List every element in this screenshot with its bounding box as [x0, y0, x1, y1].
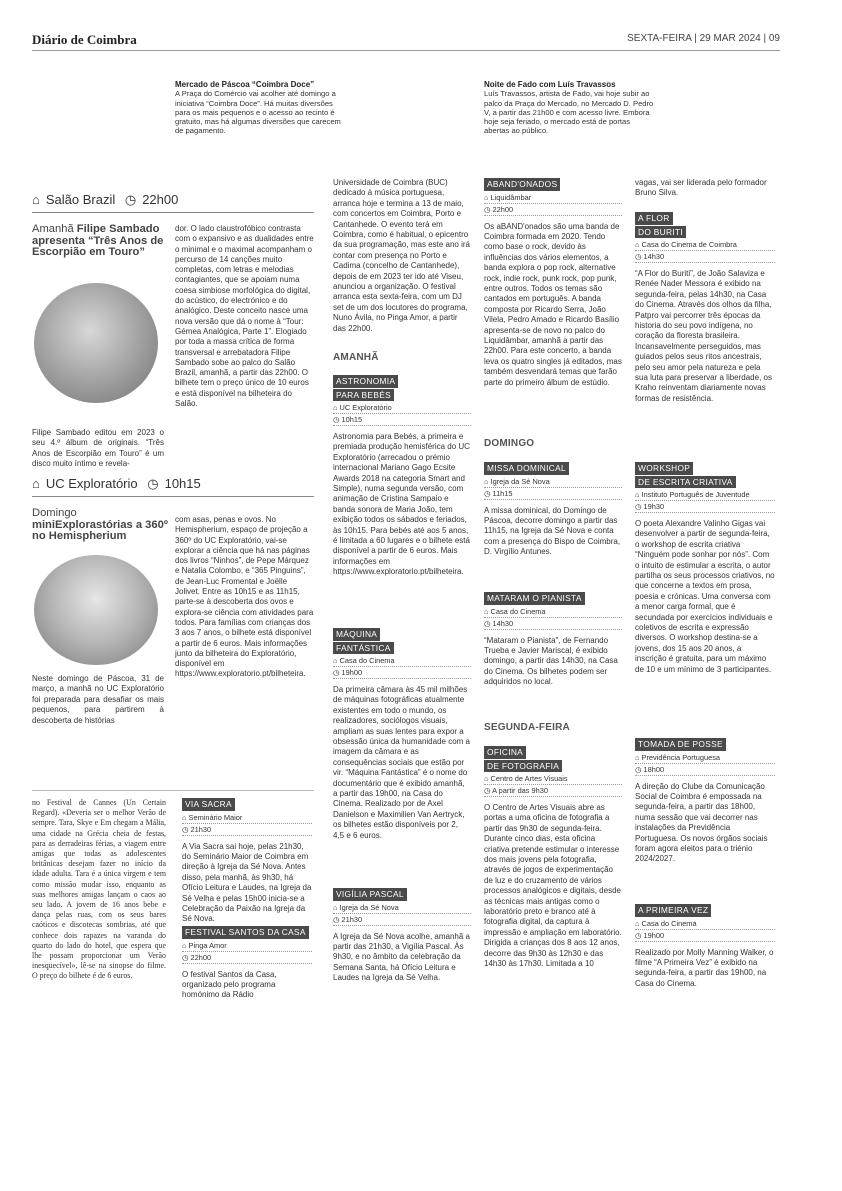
event-time-row [333, 414, 471, 426]
event-place [635, 239, 775, 251]
event-body: Realizado por Molly Manning Walker, o filme “A Primeira Vez” é exibido na segunda-feira, a partir das 19h00, na Casa do Cinema. [635, 947, 774, 988]
house-icon: ⌂ [635, 918, 642, 928]
event-time: 11h15 [492, 488, 513, 498]
event-tag: TOMADA DE POSSE [635, 738, 726, 751]
event-tag: OFICINA [484, 746, 526, 759]
event-place [182, 812, 312, 824]
house-icon: ⌂ [333, 902, 340, 912]
event-time: 21h30 [190, 824, 212, 834]
kicker: Domingo [32, 507, 77, 519]
venue-name: UC Exploratório [45, 476, 138, 491]
house-icon: ⌂ [484, 774, 491, 783]
house-icon: ⌂ [333, 656, 340, 665]
event-place [333, 402, 471, 414]
clock-icon: ◷ [484, 786, 493, 795]
body-festival-continued: Universidade de Coimbra (BUC) dedicado à música portuguesa, arranca hoje e termina a 13 de maio, com concertos em Coimbra, Porto e Cantanhede. O evento terá em Coimbra, como é habitual, o epicentro da sua programação, mas este ano irá contar com presença no Porto e Cadima (concelho de Cantanhede), depois de em 2023 ter ido até Viseu, anunciou a organização. O festival arranca esta sexta-feira, com um DJ set de um dos locutores do programa, Nuno Ávila, no Pinga Amor, a partir das 22h00. [333, 178, 470, 333]
house-icon: ⌂ [32, 192, 40, 207]
event-time: 18h00 [643, 764, 665, 774]
brief-fado [484, 80, 654, 136]
event-time-row [484, 785, 622, 797]
clock-icon: ◷ [147, 476, 159, 491]
event-place [635, 489, 775, 501]
headline: miniExplorastórias a 360º no Hemispherium [32, 518, 168, 542]
place-name: Pinga Amor [188, 940, 227, 950]
event-tag: DE FOTOGRAFIA [484, 760, 562, 773]
place-name: UC Exploratório [339, 403, 392, 412]
event-time: 19h00 [643, 930, 665, 940]
brief-mercado [175, 80, 345, 136]
section-uc-exploratorio [32, 476, 314, 497]
body-salao: dor. O lado claustrofóbico contrasta com o expansivo e as dualidades entre o minimal e o maximal acompanham o percurso de 14 canções muito completas, com letras e melodias contagiantes, que se apoiam numa coesa simbiose morfológica do digital, do acústico, do electrónico e do analógico. Deste conceito nasce uma nova versão que dá o nome à “Tour: Gémea Analógica, Parte 1”. Elogiado por toda a massa crítica de forma transversal e arrebatadora Filipe Sambado sobe ao palco do Salão Brazil, amanhã, a partir das 22h00. O bilhete tem o preço único de 10 euros e está disponível na bilheteira do Salão. [175, 224, 314, 409]
event-body: Astronomia para Bebés, a primeira e premiada produção hemisférica do UC Exploratório (arrecadou o prémio internacional Mariano Gago Ecsite Awards 2018 na categoria Smart and Simple), numa segunda versão, com animação de Cristina Sampaio e banda sonora de Maria João, tem exibição todos os sábados e feriados, às 10h15. Para bebés até aos 5 anos, é limitada a 60 lugares e o bilhete está disponível a partir de 6 euros. Mais informações em https://www.exploratorio.pt/bilheteira. [333, 432, 470, 577]
event-place [484, 192, 622, 204]
body-cannes-film: no Festival de Cannes (Un Certain Regard). «Deveria ser o melhor Verão de sempre. Tara, Skye e Em chegam a Mália, uma cidade na Grécia cheia de festas, para as derradeiras férias, a viagem entre amigas que todas as adolescentes britânicas desejam fazer no início da idade adulta. Tara é a única virgem e tem como missão mudar isso, enquanto as suas melhores amigas lançam o caos ao seu lado. A jovem de 16 anos bebe e dança pelas ruas, com os seus bares caóticos e discotecas sombrias, até que conhece dois rapazes na varanda do quarto do lado do hotel, que espera que lhe possam proporcionar um Verão inesquecível», lê-se na sinopse do filme. O preço do bilhete é de 6 euros. [32, 798, 166, 981]
day-heading-domingo: DOMINGO [484, 438, 535, 449]
event-place [635, 752, 775, 764]
event-body: A missa dominical, do Domingo de Páscoa, decorre domingo a partir das 11h15, na Igreja da Sé Nova e conta com a presença do Bispo de Coimbra, D. Virgílio Antunes. [484, 505, 621, 557]
event-time-row [635, 930, 775, 942]
kicker: Amanhã [32, 223, 74, 235]
clock-icon: ◷ [635, 252, 644, 261]
event-pianista [484, 592, 622, 688]
event-time-row [484, 488, 622, 500]
event-body: O poeta Alexandre Valinho Gigas vai desenvolver a partir de segunda-feira, o workshop de escrita criativa “Ninguém pode sonhar por nós”. Com o intuito de estimular a escrita, o autor partilha os seus processos criativos, no que concerne a textos em prosa, poesia e crónicas. Uma conversa com a menor carga formal, que é secundada por exercícios individuais e coletivos de escrita e expressão diversos. O workshop destina-se a jovens, dos 15 aos 20 anos, a inscrição é gratuita, para um máximo de 10 e um mínimo de 3 participantes. [635, 519, 775, 674]
place-name: Casa do Cinema [641, 918, 697, 928]
event-place [484, 476, 622, 488]
event-oficina [484, 746, 622, 970]
place-name: Seminário Maior [188, 812, 243, 822]
caption-salao: Filipe Sambado editou em 2023 o seu 4.º álbum de originais. “Três Anos de Escorpião em Touro” é um disco muito íntimo e revela- [32, 428, 164, 469]
event-tag: PARA BEBÉS [333, 389, 394, 402]
clock-icon: ◷ [484, 618, 493, 628]
event-time-row [635, 251, 775, 263]
place-name: Liquidâmbar [490, 192, 532, 202]
clock-icon: ◷ [182, 824, 191, 834]
house-icon: ⌂ [182, 940, 189, 950]
event-primeira-vez [635, 904, 775, 989]
clock-icon: ◷ [333, 415, 342, 424]
event-tag: WORKSHOP [635, 462, 693, 475]
event-place [484, 773, 622, 785]
event-place [333, 655, 471, 667]
day-heading-amanha: AMANHÃ [333, 352, 379, 363]
event-time: 10h15 [164, 476, 201, 491]
clock-icon: ◷ [124, 192, 137, 207]
event-abandonados [484, 178, 622, 388]
event-astronomia [333, 375, 471, 578]
place-name: Previdência Portuguesa [641, 752, 721, 762]
day-heading-segunda: SEGUNDA-FEIRA [484, 722, 570, 733]
place-name: Igreja da Sé Nova [339, 902, 399, 912]
place-name: Casa do Cinema [339, 656, 395, 665]
event-time: 22h00 [190, 952, 212, 962]
event-place [484, 606, 622, 618]
event-body: O Centro de Artes Visuais abre as portas a uma oficina de fotografia a partir das 9h30 de segunda-feira. Durante cinco dias, esta oficina criativa pretende estimular o interesse dos mais jovens pela fotografia, através de jogos de experimentação de luz e do cruzamento de vários processos analógicos e digitais, desde as técnicas mais antigas como o laboratório preto e branco até à fotografia digital, da captura à impressão e ampliação em laboratório. Dirigida a crianças dos 8 aos 12 anos, decorre das 9h30 às 12h30 e das 14h30 às 17h30. Limitada a 10 [484, 803, 622, 969]
event-time-row [182, 824, 312, 836]
event-time-row [333, 914, 471, 926]
event-missa [484, 462, 622, 558]
headline: Filipe Sambado apresenta “Três Anos de Escorpião em Touro” [32, 223, 164, 258]
clock-icon: ◷ [635, 502, 644, 511]
event-body: O festival Santos da Casa, organizado pelo programa homónimo da Rádio [182, 969, 277, 1000]
event-body: A Via Sacra sai hoje, pelas 21h30, do Seminário Maior de Coimbra em direção à Igreja da Sé Nova. Antes disso, pela manhã, às 9h30, há Ofício Leitura e Laudes, na Igreja da Sé Velha e pelas 15h00 inicia-se a Celebração da Paixão na Igreja da Sé Nova. [182, 841, 312, 924]
event-time: 14h30 [492, 618, 514, 628]
house-icon: ⌂ [484, 606, 491, 616]
event-festival-santos [182, 926, 312, 1001]
venue-name: Salão Brazil [45, 192, 116, 207]
event-tag: DE ESCRITA CRIATIVA [635, 476, 736, 489]
event-tag: VIA SACRA [182, 798, 235, 811]
house-icon: ⌂ [635, 240, 642, 249]
clock-icon: ◷ [333, 668, 342, 677]
event-time-row [484, 204, 622, 216]
event-tag: VIGÍLIA PASCAL [333, 888, 407, 901]
clock-icon: ◷ [635, 930, 644, 940]
place-name: Centro de Artes Visuais [490, 774, 568, 783]
event-time: 10h15 [341, 415, 363, 424]
newspaper-logo: Diário de Coimbra [32, 32, 137, 47]
body-oficina-continued: vagas, vai ser liderada pelo formador Bruno Silva. [635, 178, 767, 198]
article-title-salao [32, 224, 172, 259]
event-tag: DO BURITI [635, 226, 686, 239]
masthead [32, 30, 780, 51]
event-tag: MATARAM O PIANISTA [484, 592, 585, 605]
event-tomada-posse [635, 738, 775, 865]
house-icon: ⌂ [484, 192, 491, 202]
event-time-row [333, 667, 471, 679]
article-title-uc [32, 508, 172, 543]
event-time: A partir das 9h30 [492, 786, 548, 795]
event-body: Os aBAND'onados são uma banda de Coimbra formada em 2020. Tendo como base o rock, devido às influências dos vários elementos, a banda explora o pop rock, alternative rock, indie rock, punk rock, pop punk, entre outros. Todos os temas são cantados em português. A banda composta por Ricardo Serra, João Vilela, Pedro Amado e Ricardo Basílio apresenta-se de novo no palco do Liquidâmbar, amanhã a partir das 22h00. Para este concerto, a banda leva os quatro singles já editados, mas também desvendará temas que farão parte do primeiro álbum de estúdio. [484, 221, 622, 387]
event-body: “Mataram o Pianista”, de Fernando Trueba e Javier Mariscal, é exibido domingo, a partir das 14h30, na Casa do Cinema. Os bilhetes podem ser adquiridos no local. [484, 635, 618, 687]
photo-filipe-sambado [34, 283, 158, 403]
caption-uc: Neste domingo de Páscoa, 31 de março, a manhã no UC Exploratório foi preparada para desafiar os mais pequenos, para partirem à descoberta de histórias [32, 674, 164, 725]
event-time-row [635, 764, 775, 776]
place-name: Casa do Cinema de Coimbra [641, 240, 737, 249]
photo-hemispherium [34, 555, 158, 665]
event-time-row [484, 618, 622, 630]
clock-icon: ◷ [182, 952, 191, 962]
event-body: A direção do Clube da Comunicação Social de Coimbra é empossada na segunda-feira, a partir das 18h00, numa sessão que vai decorrer nas instalações da Previdência Portuguesa. Os novos órgãos sociais foram agora eleitos para o triénio 2024/2027. [635, 781, 768, 864]
event-buriti [635, 212, 775, 404]
event-time-row [182, 952, 312, 964]
brief-text: A Praça do Comércio vai acolher até domingo a iniciativa “Coimbra Doce”. Há muitas diversões para os mais pequenos e o acesso ao recinto é gratuito, mas há algumas diversões que carecem de pagamento. [175, 89, 341, 136]
house-icon: ⌂ [635, 490, 642, 499]
place-name: Casa do Cinema [490, 606, 546, 616]
event-place [333, 902, 471, 914]
event-time: 21h30 [341, 914, 363, 924]
place-name: Instituto Português de Juventude [641, 490, 750, 499]
event-tag: MÁQUINA [333, 628, 380, 641]
section-salao-brazil [32, 192, 314, 213]
house-icon: ⌂ [635, 752, 642, 762]
event-place [182, 940, 312, 952]
clock-icon: ◷ [333, 914, 342, 924]
event-body: A Igreja da Sé Nova acolhe, amanhã a partir das 21h30, a Vigília Pascal. Às 9h30, e no âmbito da celebração da Semana Santa, há Ofício Leitura e Laudes na Igreja da Sé Velha. [333, 931, 470, 983]
body-uc: com asas, penas e ovos. No Hemispherium, espaço de projeção a 360º do UC Exploratório, vai-se explorar a ciência que há nas páginas dos livros “Ninhos”, de Pepe Márquez e Natalia Colombo, e “365 Pinguins”, de Jean-Luc Fromental e Joëlle Jolivet. Entre as 10h15 e as 11h15, parte-se à descoberta dos ovos e explora-se ciência com atividades para todos. Para famílias com crianças dos 3 aos 7 anos, o bilhete está disponível a partir de 6 euros. Mais informações junto da bilheteira do Exploratório, disponível em https://www.exploratorio.pt/bilheteira. [175, 515, 314, 679]
event-time: 19h30 [643, 502, 665, 511]
brief-text: Luís Travassos, artista de Fado, vai hoje subir ao palco da Praça do Mercado, no Mercado D. Pedro V, a partir das 21h00 e com acesso livre. Embora hoje seja feriado, o mercado está de portas abertas ao público. [484, 89, 654, 136]
house-icon: ⌂ [333, 403, 340, 412]
event-tag: ASTRONOMIA [333, 375, 398, 388]
clock-icon: ◷ [484, 204, 493, 214]
dateline: SEXTA-FEIRA | 29 MAR 2024 | 09 [627, 33, 780, 44]
event-workshop [635, 462, 775, 675]
place-name: Igreja da Sé Nova [490, 476, 550, 486]
event-place [635, 918, 775, 930]
event-body: Da primeira câmara às 45 mil milhões de máquinas fotográficas atualmente existentes em todo o mundo, os realizadores, sociólogos visuais, ampliam as suas lentes para expor a obsessão única da humanidade com a imagem da câmara e as consequências sociais que estão por vir. “Máquina Fantástica” é o nome do documentário que é exibido amanhã, a partir das 19h00, na Casa do Cinema. Realizado por de Axel Danielson e Maximilien Van Aertryck, os bilhetes estão disponíveis por 2, 4,5 e 6 euros. [333, 685, 470, 840]
event-time: 22h00 [492, 204, 514, 214]
brief-title: Mercado de Páscoa “Coimbra Doce” [175, 80, 315, 89]
event-tag: A FLOR [635, 212, 673, 225]
event-time: 22h00 [142, 192, 179, 207]
event-vigilia [333, 888, 471, 984]
house-icon: ⌂ [484, 476, 491, 486]
divider [32, 790, 314, 791]
event-via-sacra [182, 798, 312, 925]
event-tag: A PRIMEIRA VEZ [635, 904, 711, 917]
event-tag: MISSA DOMINICAL [484, 462, 569, 475]
clock-icon: ◷ [635, 764, 644, 774]
house-icon: ⌂ [32, 476, 40, 491]
event-time: 19h00 [341, 668, 363, 677]
event-tag: FESTIVAL SANTOS DA CASA [182, 926, 309, 939]
event-body: “A Flor do Buriti”, de João Salaviza e Renée Nader Messora é exibido na segunda-feira, pelas 14h30, na Casa do Cinema. Através dos olhos da filha, Patpro vai percorrer três épocas da historia do seu povo indígena, no coração da floresta brasileira. Incansavelmente perseguidos, mas guiados pelos seus ritos ancestrais, pelo seu amor pela natureza e pela sua luta para preservar a liberdade, os Kraho reinventam diariamente novas formas de resistência. [635, 269, 772, 403]
event-time: 14h30 [643, 252, 665, 261]
event-time-row [635, 501, 775, 513]
brief-title: Noite de Fado com Luís Travassos [484, 80, 616, 89]
clock-icon: ◷ [484, 488, 493, 498]
event-tag: ABAND'ONADOS [484, 178, 560, 191]
house-icon: ⌂ [182, 812, 189, 822]
event-maquina [333, 628, 471, 841]
event-tag: FANTÁSTICA [333, 642, 394, 655]
